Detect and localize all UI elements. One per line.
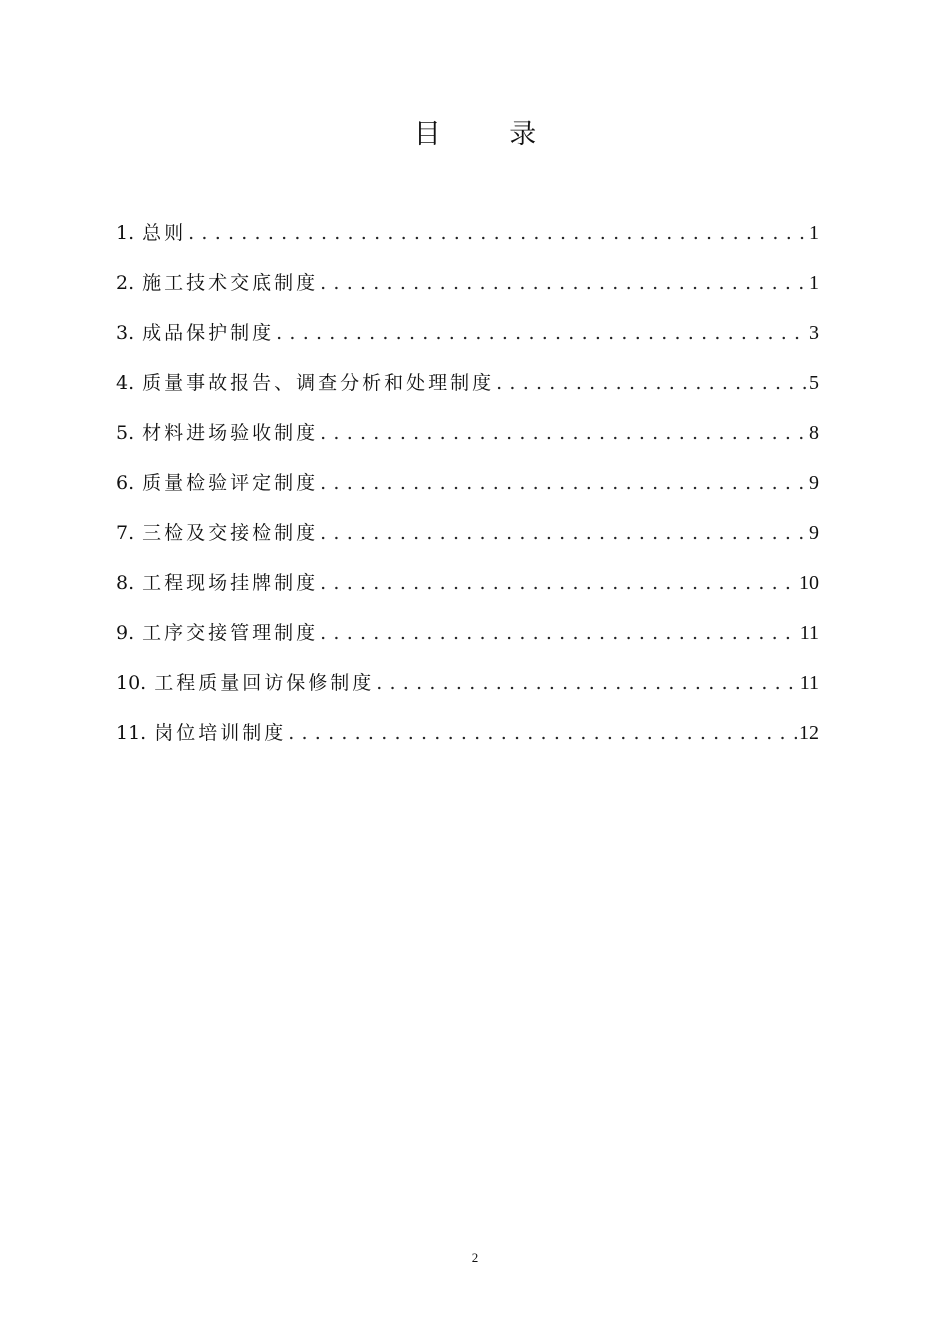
- toc-entry[interactable]: [116, 568, 819, 618]
- toc-entry[interactable]: [116, 668, 819, 718]
- toc-entry-page: 1: [809, 222, 819, 244]
- dot-leader: [276, 322, 807, 344]
- toc-entry[interactable]: [116, 368, 819, 418]
- toc-entry[interactable]: [116, 318, 819, 368]
- toc-entry-number: 9.: [116, 622, 135, 644]
- dot-leader: [320, 472, 807, 494]
- toc-entry-number: 6.: [116, 472, 135, 494]
- toc-entry-label: 成品保护制度: [142, 322, 275, 344]
- toc-entry[interactable]: [116, 468, 819, 518]
- toc-entry-label: 总则: [142, 222, 187, 244]
- toc-entry-number: 8.: [116, 572, 135, 594]
- toc-entry-page: 1: [809, 272, 819, 294]
- toc-entry-number: 7.: [116, 522, 135, 544]
- toc-entry-number: 4.: [116, 372, 135, 394]
- dot-leader: [320, 572, 797, 594]
- toc-entry-label: 工序交接管理制度: [142, 622, 319, 644]
- toc-entry-number: 1.: [116, 222, 135, 244]
- dot-leader: [320, 522, 807, 544]
- dot-leader: [376, 672, 798, 694]
- toc-entry-label: 质量检验评定制度: [142, 472, 319, 494]
- dot-leader: [496, 372, 807, 394]
- toc-entry-page: 10: [799, 572, 819, 594]
- toc-entry[interactable]: [116, 518, 819, 568]
- dot-leader: [320, 622, 798, 644]
- page-title: 目 录: [413, 119, 567, 150]
- toc-entry-label: 材料进场验收制度: [142, 422, 319, 444]
- toc-entry[interactable]: [116, 268, 819, 318]
- toc-entry[interactable]: [116, 618, 819, 668]
- toc-entry-page: 3: [809, 322, 819, 344]
- toc-entry-number: 10.: [116, 672, 147, 694]
- dot-leader: [288, 722, 797, 744]
- toc-entry-page: 11: [799, 672, 819, 694]
- toc-entry-label: 质量事故报告、调查分析和处理制度: [142, 372, 495, 394]
- toc-entry-page: 8: [809, 422, 819, 444]
- toc-entry-number: 5.: [116, 422, 135, 444]
- dot-leader: [188, 222, 807, 244]
- toc-entry-page: 9: [809, 522, 819, 544]
- toc-entry-label: 工程质量回访保修制度: [154, 672, 375, 694]
- toc-entry[interactable]: [116, 718, 819, 768]
- toc-entry-page: 5: [809, 372, 819, 394]
- toc-entry-number: 2.: [116, 272, 135, 294]
- toc-entry-page: 11: [799, 622, 819, 644]
- toc-entry-number: 3.: [116, 322, 135, 344]
- toc-entry-number: 11.: [116, 722, 147, 744]
- dot-leader: [320, 422, 807, 444]
- toc-entry-label: 工程现场挂牌制度: [142, 572, 319, 594]
- toc-entry-label: 施工技术交底制度: [142, 272, 319, 294]
- page-number: 2: [471, 1250, 479, 1265]
- table-of-contents: [116, 218, 819, 768]
- dot-leader: [320, 272, 807, 294]
- toc-entry[interactable]: [116, 218, 819, 268]
- toc-entry-page: 12: [799, 722, 819, 744]
- toc-entry-label: 三检及交接检制度: [142, 522, 319, 544]
- toc-entry-page: 9: [809, 472, 819, 494]
- toc-entry[interactable]: [116, 418, 819, 468]
- toc-entry-label: 岗位培训制度: [154, 722, 287, 744]
